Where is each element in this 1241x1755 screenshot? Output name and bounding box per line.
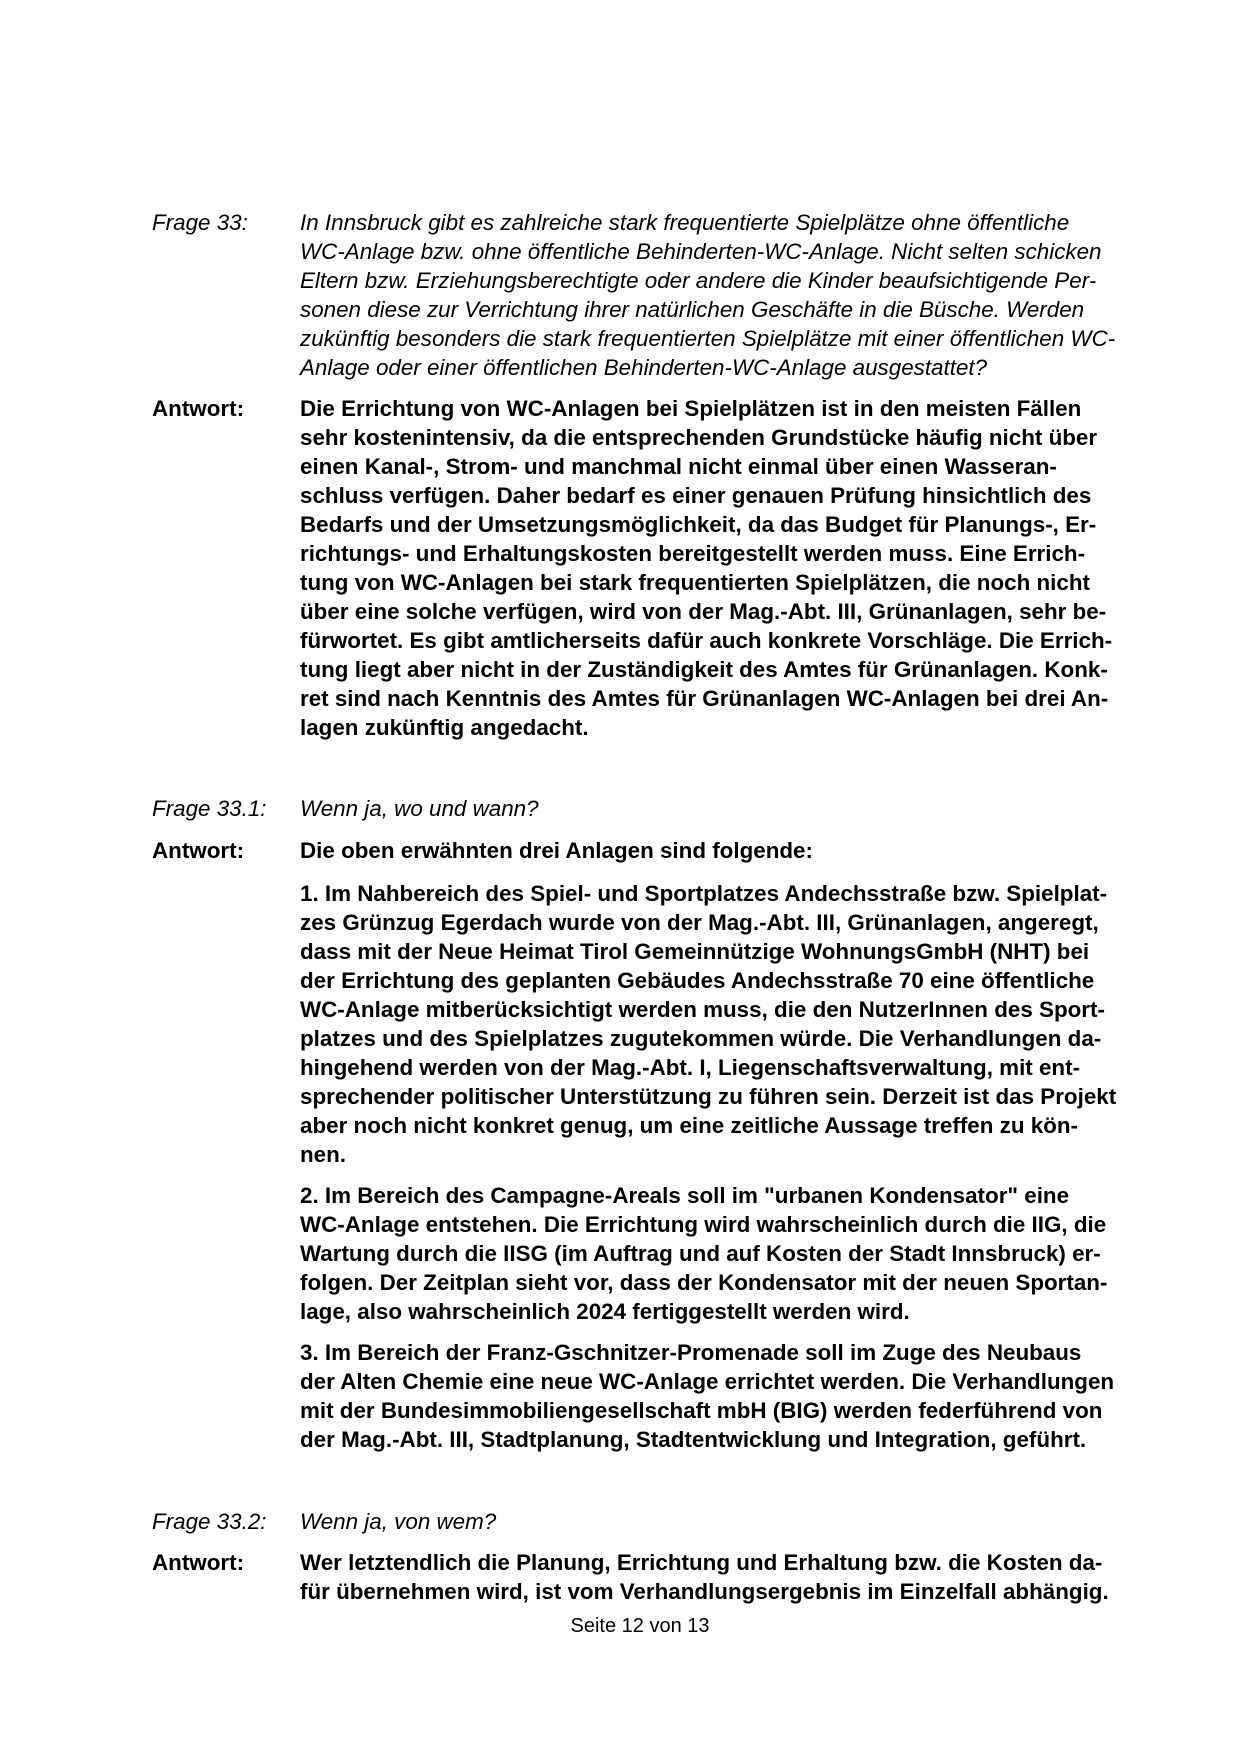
question-33-line: In Innsbruck gibt es zahlreiche stark frequentierte Spielplätze ohne öffentliche <box>300 210 1070 235</box>
answer-33-line: ret sind nach Kenntnis des Amtes für Grünanlagen WC-Anlagen bei drei An- <box>300 686 1109 711</box>
answer-item-2-line: lage, also wahrscheinlich 2024 fertiggestellt werden wird. <box>300 1299 910 1324</box>
answer-item-3-line: der Alten Chemie eine neue WC-Anlage errichtet werden. Die Verhandlungen <box>300 1369 1115 1394</box>
answer-33-2-label: Antwort: <box>152 1550 245 1575</box>
answer-item-1-line: hingehend werden von der Mag.-Abt. I, Liegenschaftsverwaltung, mit ent- <box>300 1055 1081 1080</box>
answer-item-1-line: aber noch nicht konkret genug, um eine zeitliche Aussage treffen zu kön- <box>300 1113 1078 1138</box>
answer-item-1-line: WC-Anlage mitberücksichtigt werden muss, die den NutzerInnen des Sport- <box>300 997 1105 1022</box>
question-33-line: Anlage oder einer öffentlichen Behinderten-WC-Anlage ausgestattet? <box>300 355 988 380</box>
answer-item-1-line: der Errichtung des geplanten Gebäudes Andechsstraße 70 eine öffentliche <box>300 968 1095 993</box>
answer-33-label: Antwort: <box>152 396 245 421</box>
question-33-line: WC-Anlage bzw. ohne öffentliche Behinderten-WC-Anlage. Nicht selten schicken <box>300 239 1102 264</box>
question-33-line: zukünftig besonders die stark frequentierten Spielplätze mit einer öffentlichen WC- <box>300 326 1116 351</box>
question-33-2-label: Frage 33.2: <box>152 1509 267 1534</box>
answer-item-1-line: 1. Im Nahbereich des Spiel- und Sportplatzes Andechsstraße bzw. Spielplat- <box>300 881 1108 906</box>
answer-33-line: über eine solche verfügen, wird von der Mag.-Abt. III, Grünanlagen, sehr be- <box>300 599 1107 624</box>
answer-33-line: tung von WC-Anlagen bei stark frequentierten Spielplätzen, die noch nicht <box>300 570 1090 595</box>
answer-33-line: fürwortet. Es gibt amtlicherseits dafür auch konkrete Vorschläge. Die Errich- <box>300 628 1113 653</box>
question-33-label: Frage 33: <box>152 210 248 235</box>
answer-33-line: Bedarfs und der Umsetzungsmöglichkeit, da das Budget für Planungs-, Er- <box>300 512 1097 537</box>
answer-33-line: einen Kanal-, Strom- und manchmal nicht einmal über einen Wasseran- <box>300 454 1057 479</box>
answer-33-line: schluss verfügen. Daher bedarf es einer genauen Prüfung hinsichtlich des <box>300 483 1092 508</box>
question-33-2-line: Wenn ja, von wem? <box>300 1509 497 1534</box>
answer-item-2-line: folgen. Der Zeitplan sieht vor, dass der Kondensator mit der neuen Sportan- <box>300 1270 1108 1295</box>
answer-item-1-line: platzes und des Spielplatzes zugutekommen würde. Die Verhandlungen da- <box>300 1026 1102 1051</box>
answer-item-1-line: sprechender politischer Unterstützung zu führen sein. Derzeit ist das Projekt <box>300 1084 1117 1109</box>
answer-33-1-intro: Die oben erwähnten drei Anlagen sind folgende: <box>300 838 813 863</box>
question-33-1-label: Frage 33.1: <box>152 796 267 821</box>
answer-item-2-line: WC-Anlage entstehen. Die Errichtung wird wahrscheinlich durch die IIG, die <box>300 1212 1107 1237</box>
answer-33-line: Die Errichtung von WC-Anlagen bei Spielplätzen ist in den meisten Fällen <box>300 396 1082 421</box>
answer-33-2-line: Wer letztendlich die Planung, Errichtung und Erhaltung bzw. die Kosten da- <box>300 1550 1103 1575</box>
answer-33-1-label: Antwort: <box>152 838 245 863</box>
answer-item-3-line: 3. Im Bereich der Franz-Gschnitzer-Promenade soll im Zuge des Neubaus <box>300 1340 1082 1365</box>
answer-item-3-line: mit der Bundesimmobiliengesellschaft mbH (BIG) werden federführend von <box>300 1398 1103 1423</box>
question-33-line: sonen diese zur Verrichtung ihrer natürlichen Geschäfte in die Büsche. Werden <box>300 297 1085 322</box>
answer-33-2-line: für übernehmen wird, ist vom Verhandlungsergebnis im Einzelfall abhängig. <box>300 1579 1109 1604</box>
answer-item-1-line: nen. <box>300 1142 347 1167</box>
question-33-1-line: Wenn ja, wo und wann? <box>300 796 539 821</box>
answer-33-line: lagen zukünftig angedacht. <box>300 715 589 740</box>
answer-item-1-line: zes Grünzug Egerdach wurde von der Mag.-Abt. III, Grünanlagen, angeregt, <box>300 910 1099 935</box>
answer-item-2-line: 2. Im Bereich des Campagne-Areals soll im "urbanen Kondensator" eine <box>300 1183 1070 1208</box>
answer-item-2-line: Wartung durch die IISG (im Auftrag und auf Kosten der Stadt Innsbruck) er- <box>300 1241 1101 1266</box>
answer-item-3-line: der Mag.-Abt. III, Stadtplanung, Stadtentwicklung und Integration, geführt. <box>300 1427 1087 1452</box>
answer-item-1-line: dass mit der Neue Heimat Tirol Gemeinnützige WohnungsGmbH (NHT) bei <box>300 939 1090 964</box>
question-33-line: Eltern bzw. Erziehungsberechtigte oder andere die Kinder beaufsichtigende Per- <box>300 268 1097 293</box>
answer-33-line: richtungs- und Erhaltungskosten bereitgestellt werden muss. Eine Errich- <box>300 541 1086 566</box>
answer-33-line: sehr kostenintensiv, da die entsprechenden Grundstücke häufig nicht über <box>300 425 1098 450</box>
answer-33-line: tung liegt aber nicht in der Zuständigkeit des Amtes für Grünanlagen. Konk- <box>300 657 1108 682</box>
page-number-footer: Seite 12 von 13 <box>570 1615 710 1637</box>
